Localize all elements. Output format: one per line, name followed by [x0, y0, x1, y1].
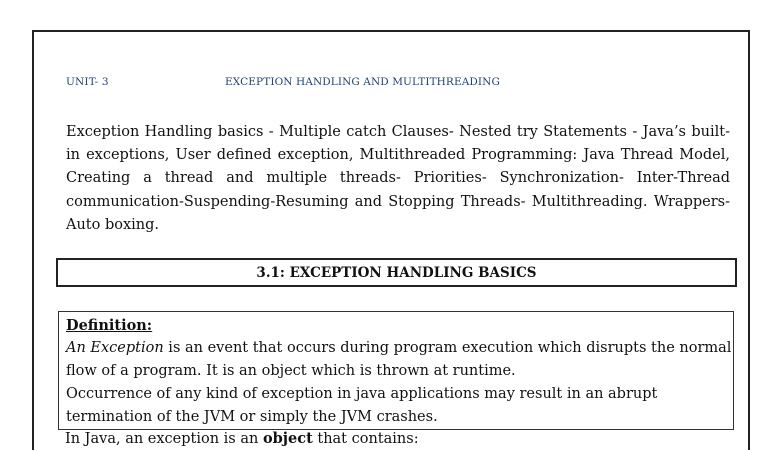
trailing-after: that contains: — [312, 431, 419, 447]
section-heading-box — [56, 258, 737, 287]
section-title: 3.1: EXCEPTION HANDLING BASICS — [256, 265, 537, 281]
unit-title: EXCEPTION HANDLING AND MULTITHREADING — [225, 76, 500, 88]
trailing-text — [65, 427, 419, 451]
syllabus-paragraph: Exception Handling basics - Multiple catch Clauses- Nested try Statements - Java’s built-in exceptions, User defined exception, Multithreaded Programming: Java Thread Model, Creating a thread and multiple threads- Priorities- Synchronization- Inter-Thread communication-Suspending-Resuming and Stopping Threads- Multithreading. Wrappers-Auto boxing. — [66, 124, 730, 233]
definition-line-2: flow of a program. It is an object which is thrown at runtime. — [66, 363, 516, 379]
trailing-bold: object — [262, 430, 313, 447]
definition-box — [58, 311, 734, 430]
definition-term: An Exception — [66, 340, 164, 356]
trailing-before: In Java, an exception is an — [65, 431, 263, 447]
definition-heading: Definition: — [66, 317, 153, 334]
definition-paragraph-2: Occurrence of any kind of exception in java applications may result in an abrupt termination of the JVM or simply the JVM crashes. — [66, 386, 658, 425]
unit-label: UNIT- 3 — [66, 76, 109, 88]
definition-line-1 — [66, 337, 733, 360]
definition-line-1-rest: is an event that occurs during program execution which disrupts the normal — [163, 340, 732, 356]
